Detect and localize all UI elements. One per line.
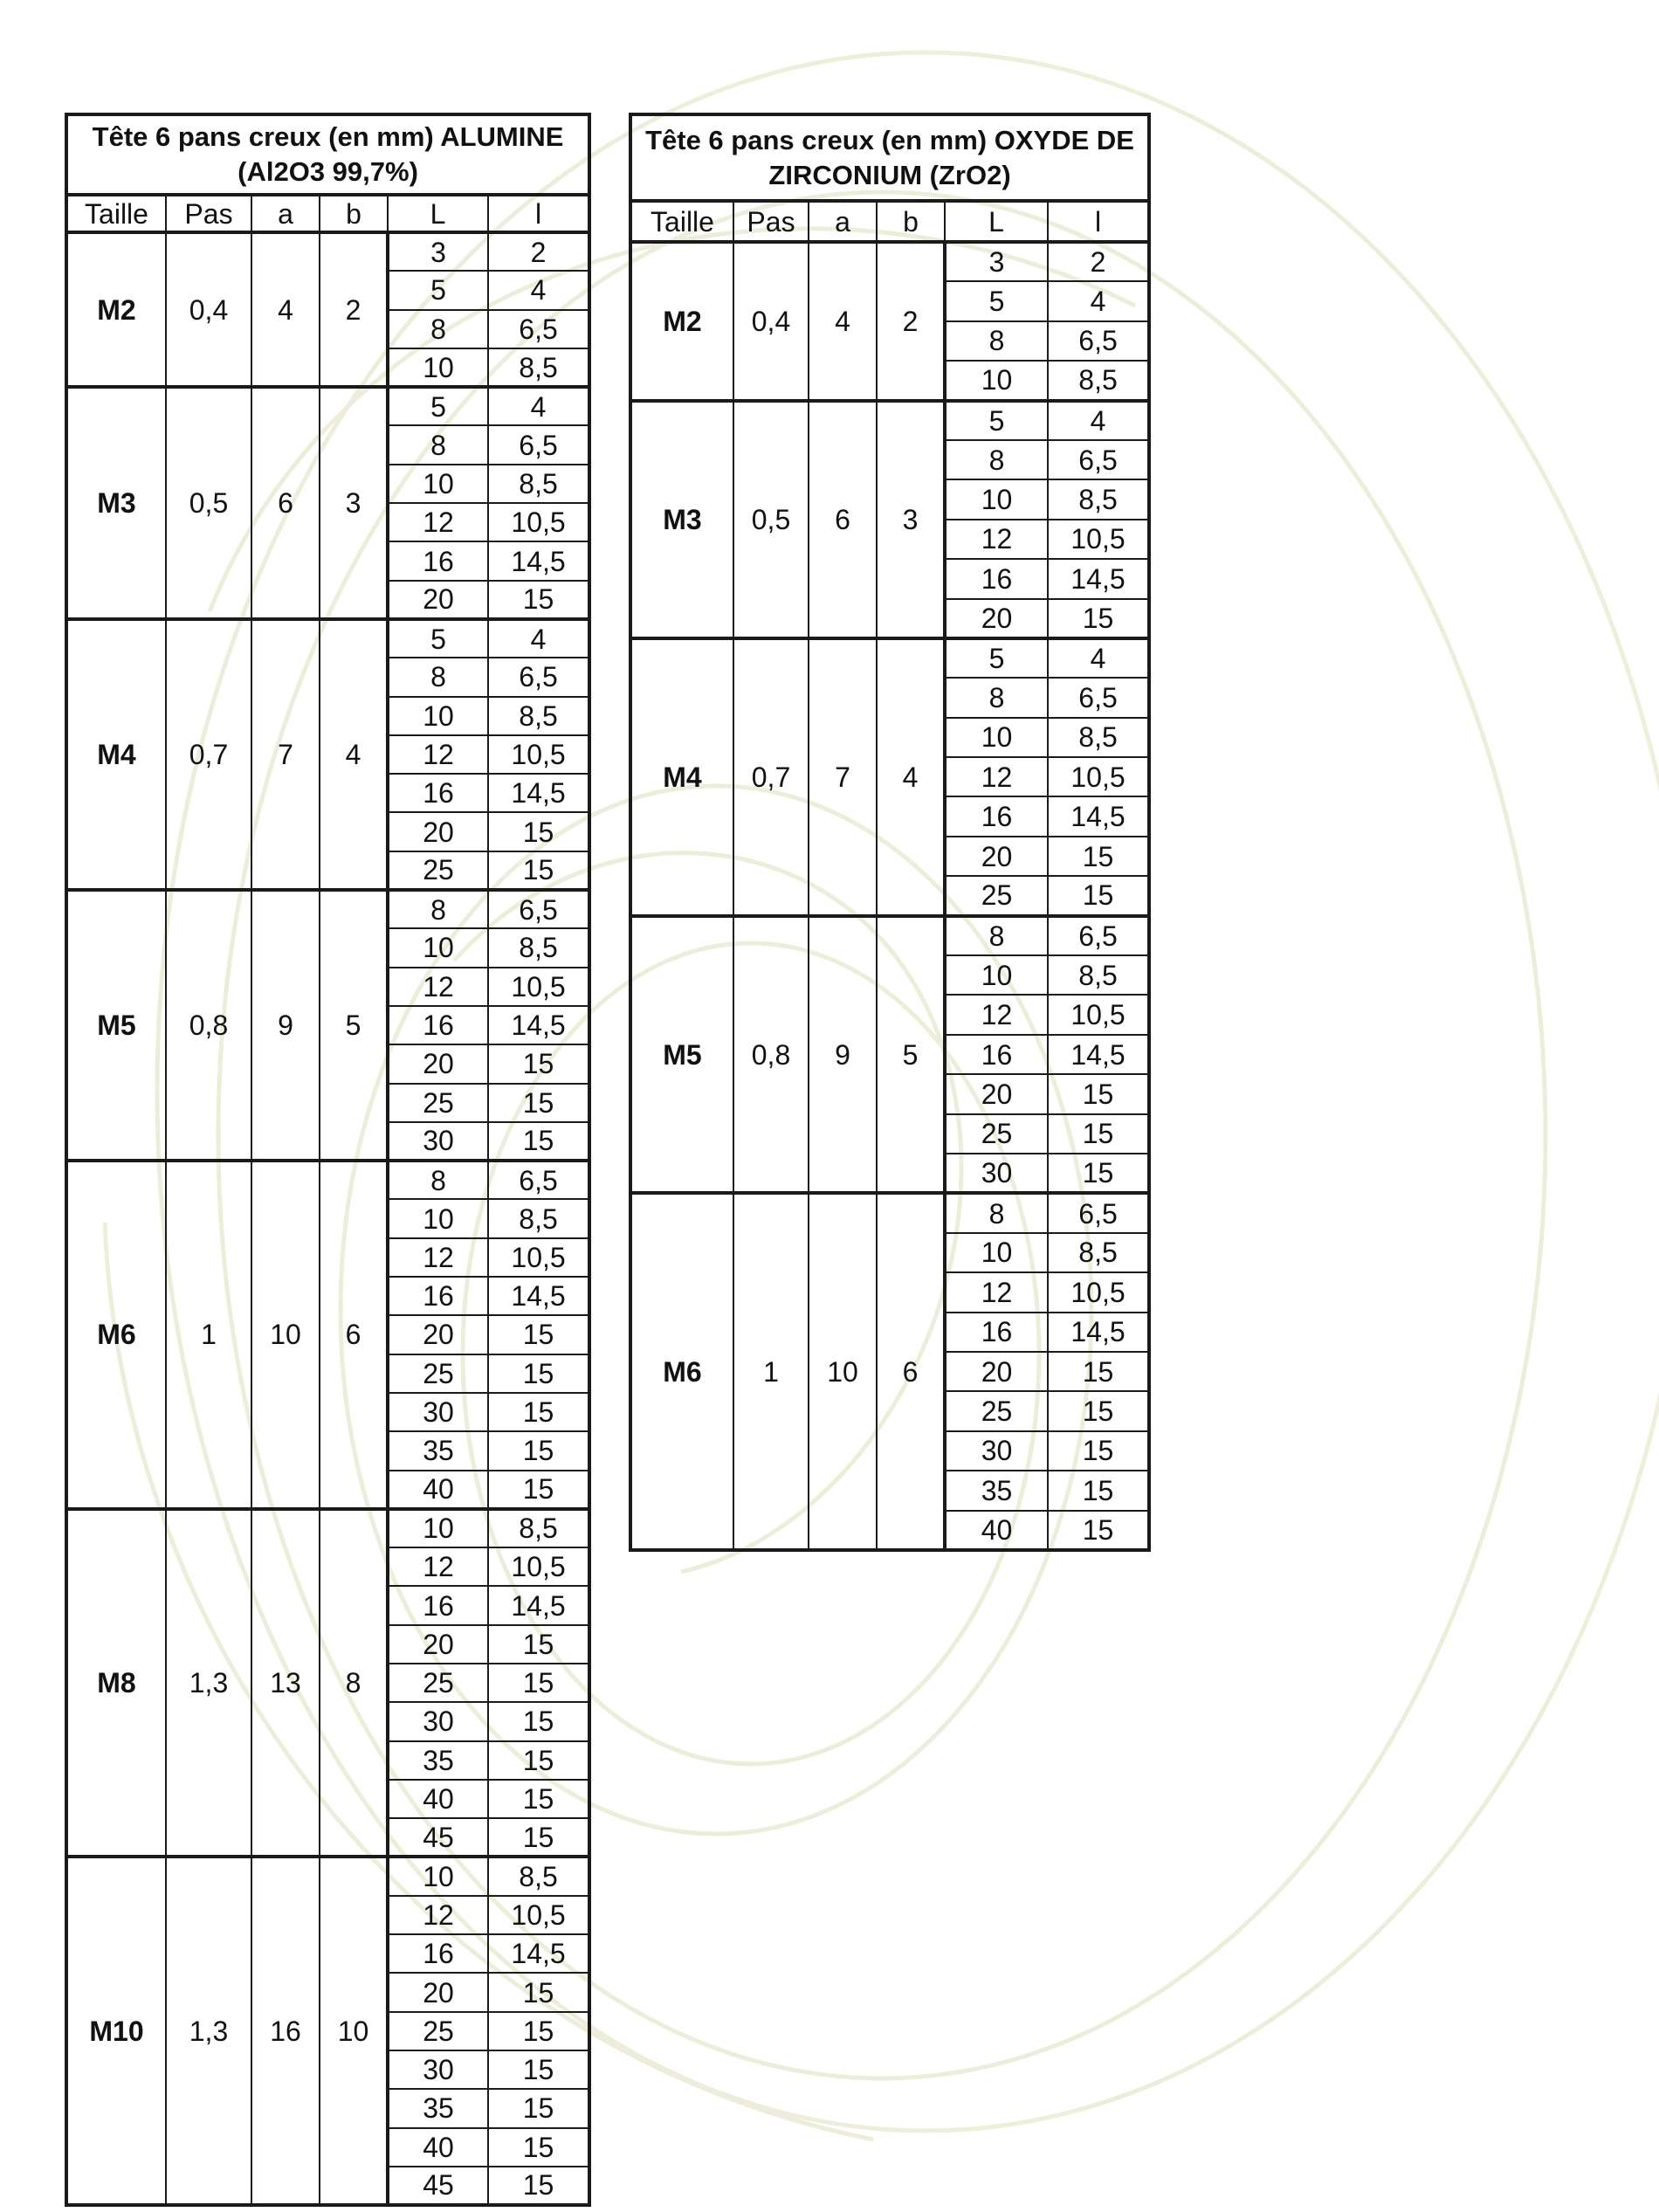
l-cell: 14,5 [1048,1035,1149,1074]
a-cell: 9 [251,890,320,1161]
a-cell: 9 [809,916,877,1194]
column-header-b: b [877,201,945,242]
L-cell: 10 [945,1233,1048,1272]
l-cell: 8,5 [488,697,589,735]
b-cell: 10 [320,1857,388,2205]
L-cell: 10 [945,718,1048,757]
b-cell: 4 [877,638,945,916]
table-row [66,1509,589,1547]
l-cell: 14,5 [488,541,589,580]
l-cell: 15 [1048,1511,1149,1550]
l-cell: 10,5 [488,735,589,774]
l-cell: 15 [1048,1154,1149,1193]
L-cell: 40 [388,1780,488,1818]
L-cell: 20 [388,581,488,619]
l-cell: 6,5 [488,1161,589,1199]
L-cell: 8 [945,321,1048,361]
L-cell: 40 [388,1471,488,1509]
a-cell: 6 [809,401,877,638]
l-cell: 15 [488,851,589,890]
L-cell: 45 [388,1818,488,1857]
zirconia-table [629,113,1151,1552]
l-cell: 15 [1048,1431,1149,1471]
L-cell: 25 [388,1354,488,1393]
b-cell: 2 [320,232,388,387]
column-header-b: b [320,195,388,232]
b-cell: 4 [320,619,388,890]
table-row [630,242,1149,281]
a-cell: 6 [251,387,320,619]
pas-cell: 0,7 [166,619,251,890]
l-cell: 15 [1048,1471,1149,1510]
L-cell: 16 [945,1313,1048,1352]
L-cell: 25 [388,1664,488,1702]
L-cell: 30 [388,1122,488,1161]
pas-cell: 1,3 [166,1857,251,2205]
column-header-pas: Pas [166,195,251,232]
a-cell: 10 [251,1161,320,1509]
l-cell: 10,5 [1048,757,1149,796]
alumina-table [65,113,591,2207]
l-cell: 15 [488,2167,589,2205]
l-cell: 15 [488,2089,589,2127]
l-cell: 15 [488,1393,589,1431]
l-cell: 15 [488,1780,589,1818]
l-cell: 15 [1048,1391,1149,1430]
l-cell: 8,5 [1048,361,1149,400]
l-cell: 15 [1048,1074,1149,1113]
L-cell: 20 [945,1074,1048,1113]
table-row [630,1193,1149,1232]
L-cell: 16 [945,559,1048,598]
b-cell: 6 [320,1161,388,1509]
l-cell: 6,5 [1048,678,1149,717]
l-cell: 8,5 [1048,718,1149,757]
l-cell: 8,5 [1048,479,1149,519]
L-cell: 12 [388,735,488,774]
L-cell: 20 [388,1315,488,1354]
l-cell: 8,5 [488,348,589,387]
l-cell: 15 [488,1084,589,1122]
L-cell: 12 [388,1896,488,1934]
L-cell: 3 [945,242,1048,281]
l-cell: 14,5 [488,1277,589,1315]
L-cell: 5 [945,401,1048,440]
l-cell: 15 [488,581,589,619]
L-cell: 8 [945,1193,1048,1232]
a-cell: 7 [251,619,320,890]
L-cell: 8 [388,310,488,348]
b-cell: 5 [877,916,945,1194]
taille-cell: M3 [630,401,733,638]
L-cell: 10 [388,928,488,967]
table-row [66,387,589,425]
L-cell: 16 [388,541,488,580]
L-cell: 10 [388,348,488,387]
column-header-l: l [488,195,589,232]
L-cell: 8 [388,658,488,696]
taille-cell: M2 [66,232,166,387]
L-cell: 8 [388,425,488,464]
l-cell: 14,5 [1048,559,1149,598]
l-cell: 4 [1048,638,1149,678]
L-cell: 25 [945,876,1048,915]
L-cell: 10 [945,361,1048,400]
l-cell: 8,5 [1048,1233,1149,1272]
column-header-taille: Taille [630,201,733,242]
b-cell: 2 [877,242,945,401]
L-cell: 20 [388,1973,488,2011]
L-cell: 10 [388,697,488,735]
l-cell: 10,5 [488,968,589,1006]
l-cell: 15 [488,1664,589,1702]
pas-cell: 1 [166,1161,251,1509]
column-header-L: L [945,201,1048,242]
L-cell: 35 [388,1741,488,1780]
l-cell: 8,5 [1048,955,1149,995]
L-cell: 8 [388,1161,488,1199]
L-cell: 16 [388,1277,488,1315]
L-cell: 20 [388,1625,488,1664]
L-cell: 20 [388,812,488,851]
b-cell: 6 [877,1193,945,1550]
l-cell: 4 [1048,281,1149,320]
L-cell: 20 [388,1044,488,1083]
table-row [66,890,589,928]
table-row [630,638,1149,678]
pas-cell: 0,4 [166,232,251,387]
L-cell: 20 [945,1352,1048,1391]
pas-cell: 0,8 [166,890,251,1161]
l-cell: 4 [488,619,589,658]
L-cell: 25 [945,1391,1048,1430]
L-cell: 10 [388,1509,488,1547]
l-cell: 14,5 [1048,1313,1149,1352]
l-cell: 15 [488,1431,589,1470]
l-cell: 2 [488,232,589,271]
taille-cell: M4 [66,619,166,890]
b-cell: 3 [320,387,388,619]
L-cell: 3 [388,232,488,271]
taille-cell: M8 [66,1509,166,1857]
L-cell: 12 [388,968,488,1006]
L-cell: 35 [388,1431,488,1470]
l-cell: 10,5 [1048,1272,1149,1312]
column-header-pas: Pas [733,201,809,242]
L-cell: 8 [388,890,488,928]
pas-cell: 1 [733,1193,809,1550]
L-cell: 25 [945,1114,1048,1154]
l-cell: 15 [488,1044,589,1083]
l-cell: 15 [1048,1114,1149,1154]
taille-cell: M6 [630,1193,733,1550]
L-cell: 5 [388,619,488,658]
l-cell: 14,5 [488,774,589,812]
L-cell: 12 [945,757,1048,796]
l-cell: 15 [1048,837,1149,876]
a-cell: 7 [809,638,877,916]
L-cell: 8 [945,440,1048,479]
b-cell: 3 [877,401,945,638]
l-cell: 15 [1048,1352,1149,1391]
l-cell: 15 [488,1471,589,1509]
L-cell: 10 [945,955,1048,995]
L-cell: 16 [388,1006,488,1044]
pas-cell: 1,3 [166,1509,251,1857]
l-cell: 4 [488,271,589,309]
l-cell: 15 [488,1973,589,2011]
L-cell: 12 [945,520,1048,559]
L-cell: 5 [388,271,488,309]
pas-cell: 0,7 [733,638,809,916]
L-cell: 30 [388,1393,488,1431]
taille-cell: M10 [66,1857,166,2205]
L-cell: 12 [945,995,1048,1034]
l-cell: 8,5 [488,1199,589,1237]
taille-cell: M5 [630,916,733,1194]
taille-cell: M6 [66,1161,166,1509]
l-cell: 6,5 [488,658,589,696]
L-cell: 5 [945,281,1048,320]
table-row [66,619,589,658]
l-cell: 14,5 [488,1934,589,1973]
L-cell: 35 [388,2089,488,2127]
pas-cell: 0,4 [733,242,809,401]
l-cell: 15 [488,1741,589,1780]
l-cell: 10,5 [1048,995,1149,1034]
l-cell: 14,5 [1048,796,1149,836]
l-cell: 8,5 [488,1509,589,1547]
a-cell: 4 [251,232,320,387]
l-cell: 6,5 [1048,1193,1149,1232]
column-header-a: a [251,195,320,232]
l-cell: 10,5 [488,503,589,541]
l-cell: 15 [488,1818,589,1857]
L-cell: 16 [945,796,1048,836]
l-cell: 15 [1048,599,1149,638]
L-cell: 12 [945,1272,1048,1312]
l-cell: 6,5 [1048,916,1149,955]
L-cell: 30 [388,2050,488,2089]
l-cell: 15 [488,1702,589,1740]
L-cell: 35 [945,1471,1048,1510]
L-cell: 30 [388,1702,488,1740]
L-cell: 16 [388,1586,488,1624]
a-cell: 4 [809,242,877,401]
l-cell: 15 [488,1625,589,1664]
table-row [66,1161,589,1199]
l-cell: 15 [488,1315,589,1354]
l-cell: 6,5 [488,310,589,348]
pas-cell: 0,5 [166,387,251,619]
L-cell: 16 [945,1035,1048,1074]
taille-cell: M2 [630,242,733,401]
l-cell: 2 [1048,242,1149,281]
table-row [66,232,589,271]
L-cell: 8 [945,678,1048,717]
l-cell: 15 [488,2050,589,2089]
L-cell: 40 [388,2128,488,2167]
l-cell: 15 [1048,876,1149,915]
L-cell: 20 [945,599,1048,638]
L-cell: 30 [945,1154,1048,1193]
L-cell: 45 [388,2167,488,2205]
table-title: Tête 6 pans creux (en mm) OXYDE DE ZIRCONIUM (ZrO2) [630,114,1149,201]
l-cell: 10,5 [1048,520,1149,559]
taille-cell: M3 [66,387,166,619]
l-cell: 15 [488,812,589,851]
l-cell: 8,5 [488,1857,589,1895]
l-cell: 14,5 [488,1586,589,1624]
L-cell: 25 [388,851,488,890]
column-header-a: a [809,201,877,242]
l-cell: 4 [1048,401,1149,440]
L-cell: 20 [945,837,1048,876]
l-cell: 6,5 [488,425,589,464]
l-cell: 10,5 [488,1238,589,1277]
L-cell: 10 [945,479,1048,519]
l-cell: 10,5 [488,1896,589,1934]
l-cell: 10,5 [488,1547,589,1586]
l-cell: 14,5 [488,1006,589,1044]
table-title: Tête 6 pans creux (en mm) ALUMINE (Al2O3 99,7%) [66,114,589,195]
b-cell: 8 [320,1509,388,1857]
L-cell: 10 [388,1857,488,1895]
l-cell: 15 [488,2128,589,2167]
table-row [66,1857,589,1895]
L-cell: 10 [388,1199,488,1237]
l-cell: 15 [488,2012,589,2050]
l-cell: 15 [488,1122,589,1161]
L-cell: 40 [945,1511,1048,1550]
table-row [630,916,1149,955]
taille-cell: M4 [630,638,733,916]
L-cell: 5 [388,387,488,425]
b-cell: 5 [320,890,388,1161]
L-cell: 25 [388,2012,488,2050]
L-cell: 12 [388,1238,488,1277]
L-cell: 30 [945,1431,1048,1471]
l-cell: 8,5 [488,465,589,503]
L-cell: 5 [945,638,1048,678]
pas-cell: 0,5 [733,401,809,638]
l-cell: 4 [488,387,589,425]
l-cell: 6,5 [1048,321,1149,361]
L-cell: 10 [388,465,488,503]
a-cell: 10 [809,1193,877,1550]
column-header-taille: Taille [66,195,166,232]
L-cell: 12 [388,503,488,541]
L-cell: 16 [388,1934,488,1973]
l-cell: 6,5 [488,890,589,928]
l-cell: 6,5 [1048,440,1149,479]
L-cell: 16 [388,774,488,812]
column-header-l: l [1048,201,1149,242]
column-header-L: L [388,195,488,232]
table-row [630,401,1149,440]
a-cell: 13 [251,1509,320,1857]
pas-cell: 0,8 [733,916,809,1194]
L-cell: 25 [388,1084,488,1122]
a-cell: 16 [251,1857,320,2205]
taille-cell: M5 [66,890,166,1161]
L-cell: 8 [945,916,1048,955]
l-cell: 8,5 [488,928,589,967]
L-cell: 12 [388,1547,488,1586]
l-cell: 15 [488,1354,589,1393]
